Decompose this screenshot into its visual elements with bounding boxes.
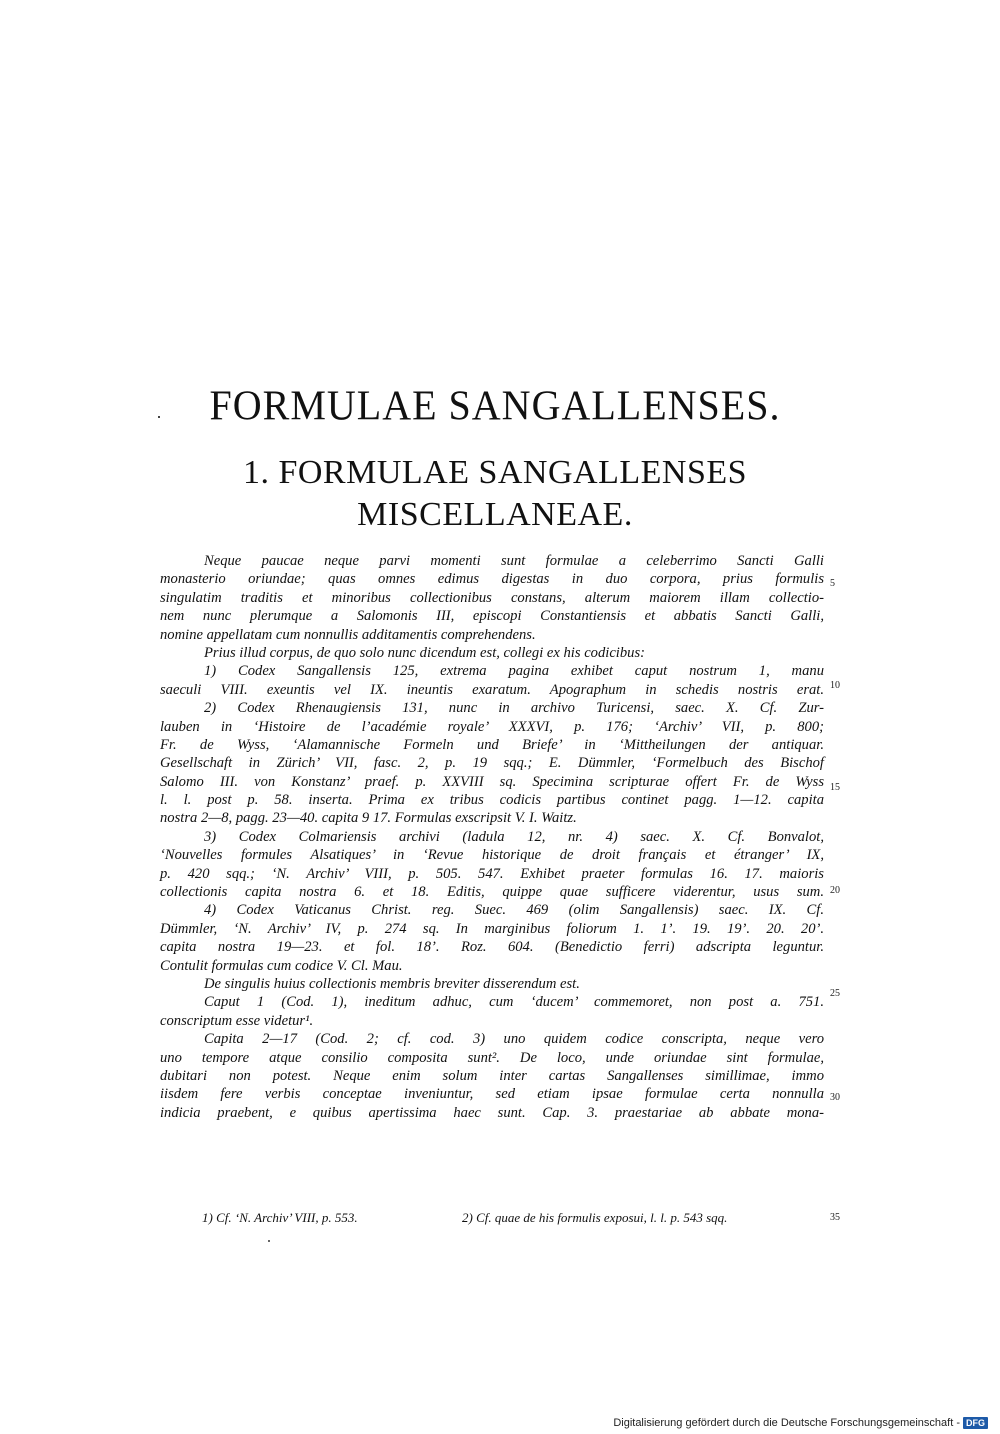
footnote-2: 2) Cf. quae de his formulis exposui, l. l. p. 543 sqq.: [462, 1210, 728, 1225]
text-line: conscriptum esse videtur¹.: [160, 1012, 314, 1029]
text-line: nostra 2—8, pagg. 23—40. capita 9 17. Formulas exscripsit V. I. Waitz.: [160, 810, 577, 827]
text-line: 1) Codex Sangallensis 125, extrema pagina exhibet caput nostrum 1, manu: [204, 663, 824, 680]
text-line: capita nostra 19—23. et fol. 18’. Roz. 604. (Benedictio ferri) adscripta leguntur.: [160, 939, 824, 956]
text-line: 3) Codex Colmariensis archivi (ladula 12, nr. 4) saec. X. Cf. Bonvalot,: [204, 828, 824, 845]
line-number: 35: [830, 1212, 840, 1223]
text-line: Contulit formulas cum codice V. Cl. Mau.: [160, 957, 403, 974]
line-number: 25: [830, 988, 840, 999]
credit-text: Digitalisierung gefördert durch die Deutsche Forschungsgemeinschaft -: [613, 1417, 960, 1429]
margin-mark: [268, 1240, 270, 1242]
page-title: FORMULAE SANGALLENSES.: [209, 381, 781, 430]
text-line: Caput 1 (Cod. 1), ineditum adhuc, cum ‘ducem’ commemoret, non post a. 751.: [204, 994, 824, 1011]
line-number: 5: [830, 578, 835, 589]
section-title-line-1: 1. FORMULAE SANGALLENSES: [242, 454, 748, 491]
text-line: iisdem fere verbis conceptae inveniuntur, sed etiam ipsae formulae certa nonnulla: [160, 1086, 824, 1103]
line-number: 15: [830, 782, 840, 793]
section-title: [160, 452, 830, 536]
text-line: Gesellschaft in Zürich’ VII, fasc. 2, p. 19 sqq.; E. Dümmler, ‘Formelbuch des Bischof: [160, 755, 824, 772]
section-title-line-2: MISCELLANEAE.: [357, 496, 633, 533]
line-number: 30: [830, 1092, 840, 1103]
text-line: Salomo III. von Konstanz’ praef. p. XXVIII sq. Specimina scripturae offert Fr. de Wyss: [160, 773, 824, 790]
text-line: Dümmler, ‘N. Archiv’ IV, p. 274 sq. In marginibus foliorum 1. 1’. 19. 19’. 20. 20’.: [160, 920, 824, 937]
line-number: 10: [830, 680, 840, 691]
text-line: singulatim traditis et minoribus collectionibus constans, alterum maiorem illam collectio-: [160, 589, 824, 606]
text-line: 2) Codex Rhenaugiensis 131, nunc in archivo Turicensi, saec. X. Cf. Zur-: [204, 700, 824, 717]
text-line: Prius illud corpus, de quo solo nunc dicendum est, collegi ex his codicibus:: [204, 644, 645, 661]
text-line: dubitari non potest. Neque enim solum inter cartas Sangallenses simillimae, immo: [160, 1067, 824, 1084]
text-line: collectionis capita nostra 6. et 18. Editis, quippe quae sufficere viderentur, usus sum.: [160, 884, 824, 901]
text-line: nem nunc plerumque a Salomonis III, episcopi Constantiensis et abbatis Sancti Galli,: [160, 608, 824, 625]
footnote-1: 1) Cf. ‘N. Archiv’ VIII, p. 553.: [202, 1210, 358, 1225]
text-line: nomine appellatam cum nonnullis additamentis comprehendens.: [160, 626, 536, 643]
text-line: monasterio oriundae; quas omnes edimus digestas in duo corpora, prius formulis: [160, 571, 824, 588]
text-line: indicia praebent, e quibus apertissima haec sunt. Cap. 3. praestariae ab abbate mona-: [160, 1104, 824, 1121]
text-line: p. 420 sqq.; ‘N. Archiv’ VIII, p. 505. 547. Exhibet praeter formulas 16. 17. maioris: [160, 865, 824, 882]
text-line: 4) Codex Vaticanus Christ. reg. Suec. 469 (olim Sangallensis) saec. IX. Cf.: [204, 902, 824, 919]
text-line: ‘Nouvelles formules Alsatiques’ in ‘Revue historique de droit français et étranger’ IX,: [160, 847, 824, 864]
text-line: Capita 2—17 (Cod. 2; cf. cod. 3) uno quidem codice conscripta, neque vero: [204, 1031, 824, 1048]
dfg-logo-icon[interactable]: DFG: [963, 1417, 988, 1429]
body-text: [160, 552, 824, 1122]
text-line: Fr. de Wyss, ‘Alamannische Formeln und Briefe’ in ‘Mittheilungen der antiquar.: [160, 736, 824, 753]
text-line: uno tempore atque consilio composita sunt². De loco, unde oriundae sint formulae,: [160, 1049, 824, 1066]
line-number: 20: [830, 885, 840, 896]
text-line: Neque paucae neque parvi momenti sunt formulae a celeberrimo Sancti Galli: [204, 553, 824, 569]
text-line: De singulis huius collectionis membris breviter disserendum est.: [204, 975, 580, 992]
digitization-credit: [613, 1417, 988, 1429]
text-line: saeculi VIII. exeuntis vel IX. ineuntis exaratum. Apographum in schedis nostris erat.: [160, 681, 824, 698]
text-line: l. l. post p. 58. inserta. Prima ex tribus codicis partibus continet pagg. 1—12. capita: [160, 792, 824, 809]
text-line: lauben in ‘Histoire de l’académie royale’ XXXVI, p. 176; ‘Archiv’ VII, p. 800;: [160, 718, 824, 735]
